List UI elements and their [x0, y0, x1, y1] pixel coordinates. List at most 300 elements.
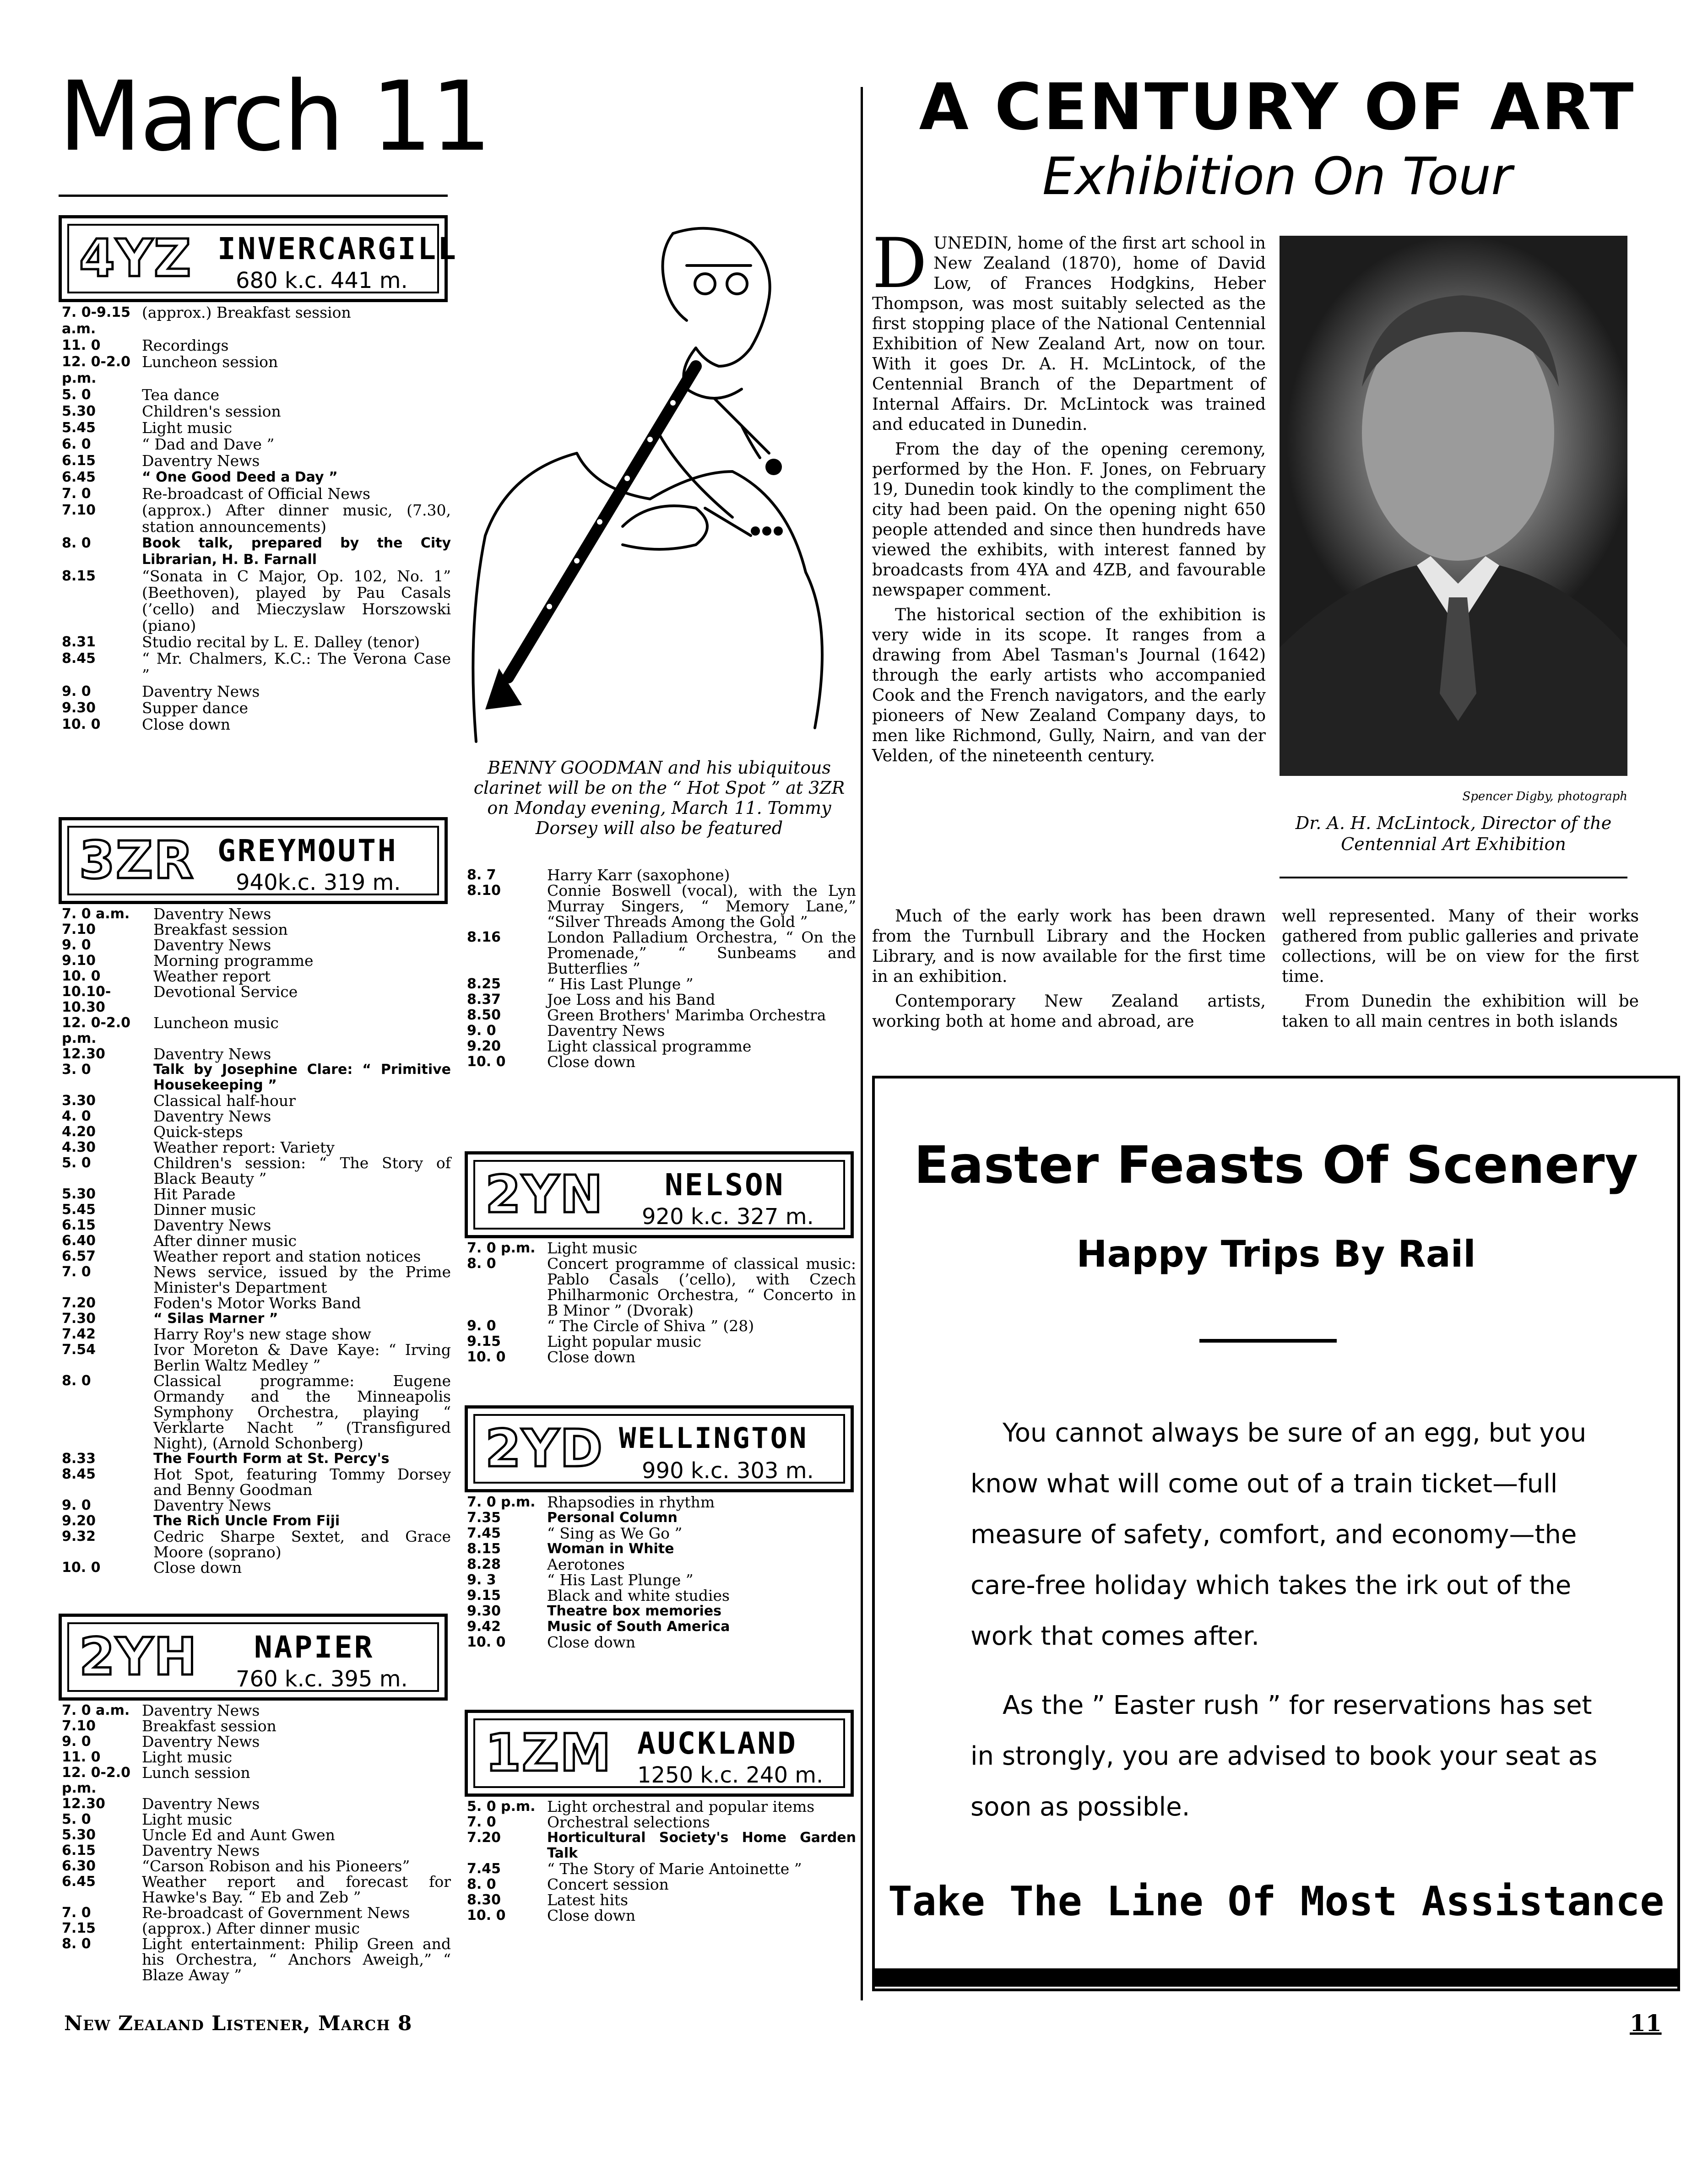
schedule-entry — [62, 1109, 451, 1124]
schedule-time: 5. 0 p.m. — [467, 1799, 536, 1815]
schedule-2yn — [467, 1241, 856, 1365]
schedule-programme: Children's session: “ The Story of Black Beauty ” — [153, 1154, 451, 1187]
schedule-entry — [62, 1529, 451, 1560]
schedule-entry — [467, 1318, 856, 1334]
schedule-programme: Harry Karr (saxophone) — [547, 866, 730, 884]
schedule-time: 7. 0 — [62, 1905, 91, 1921]
schedule-time: 12.30 — [62, 1796, 105, 1812]
schedule-time: 9. 0 — [467, 1318, 496, 1334]
schedule-entry — [62, 469, 451, 486]
benny-goodman-illustration — [458, 215, 851, 755]
schedule-programme: Daventry News — [142, 452, 260, 470]
schedule-programme: Talk by Josephine Clare: “ Primitive Housekeeping ” — [153, 1062, 451, 1093]
schedule-entry — [62, 1796, 451, 1812]
schedule-time: 7. 0 p.m. — [467, 1494, 536, 1510]
ad-title: Easter Feasts Of Scenery — [914, 1136, 1638, 1195]
page-date-heading: March 11 — [59, 60, 490, 173]
schedule-entry — [62, 1765, 451, 1796]
schedule-time: 7. 0-9.15 a.m. — [62, 304, 131, 337]
schedule-time: 4.30 — [62, 1139, 96, 1155]
station-city: WELLINGTON — [619, 1421, 808, 1455]
schedule-entry — [467, 930, 856, 976]
schedule-entry — [467, 1526, 856, 1541]
schedule-programme: Close down — [153, 1559, 242, 1577]
schedule-programme: Latest hits — [547, 1891, 629, 1909]
schedule-time: 7.42 — [62, 1326, 96, 1342]
schedule-entry — [467, 1635, 856, 1650]
schedule-programme: “Carson Robison and his Pioneers” — [142, 1857, 410, 1875]
station-callsign: 2YN — [485, 1165, 604, 1225]
schedule-entry — [467, 1799, 856, 1815]
schedule-programme: Morning programme — [153, 952, 314, 970]
schedule-entry — [62, 1264, 451, 1295]
schedule-entry — [62, 535, 451, 568]
photo-credit: Spencer Digby, photograph — [1462, 790, 1627, 803]
schedule-entry — [62, 1187, 451, 1202]
schedule-time: 3.30 — [62, 1093, 96, 1109]
schedule-programme: News service, issued by the Prime Minister's Department — [153, 1263, 451, 1296]
schedule-entry — [62, 650, 451, 683]
article-column-2 — [872, 906, 1266, 1036]
schedule-programme: Quick-steps — [153, 1123, 243, 1141]
schedule-time: 8.15 — [467, 1541, 501, 1557]
schedule-programme: Concert session — [547, 1875, 669, 1893]
schedule-time: 12. 0-2.0 p.m. — [62, 354, 131, 386]
schedule-entry — [62, 403, 451, 420]
drop-cap: D — [872, 224, 927, 303]
schedule-entry — [62, 337, 451, 354]
illustration-caption: BENNY GOODMAN and his ubiquitous clarinet will be on the “ Hot Spot ” at 3ZR on Monday evening, March 11. Tommy Dorsey will also be featured — [473, 758, 845, 838]
schedule-entry — [62, 1062, 451, 1093]
schedule-entry — [62, 486, 451, 502]
schedule-programme: Close down — [547, 1633, 636, 1651]
schedule-programme: Daventry News — [547, 1022, 665, 1040]
schedule-entry — [62, 1936, 451, 1983]
schedule-entry — [467, 1892, 856, 1908]
schedule-entry — [467, 1334, 856, 1349]
schedule-time: 9. 0 — [467, 1023, 496, 1039]
station-frequency: 940k.c. 319 m. — [236, 870, 401, 895]
schedule-entry — [467, 992, 856, 1008]
schedule-programme: (approx.) After dinner music, (7.30, station announcements) — [142, 501, 451, 536]
schedule-entry — [62, 1859, 451, 1874]
schedule-time: 6.15 — [62, 1842, 96, 1859]
schedule-programme: Orchestral selections — [547, 1813, 710, 1831]
schedule-time: 8.45 — [62, 1466, 96, 1482]
schedule-programme: “ The Story of Marie Antoinette ” — [547, 1860, 802, 1878]
schedule-entry — [62, 436, 451, 453]
schedule-time: 10. 0 — [467, 1054, 506, 1070]
schedule-programme: Supper dance — [142, 699, 248, 717]
schedule-entry — [62, 1498, 451, 1513]
mclintock-photograph — [1280, 236, 1627, 776]
schedule-time: 11. 0 — [62, 337, 101, 353]
schedule-time: 6.40 — [62, 1233, 96, 1249]
station-callsign: 2YD — [485, 1419, 603, 1479]
schedule-programme: Harry Roy's new stage show — [153, 1325, 371, 1343]
schedule-entry — [467, 867, 856, 883]
schedule-time: 5.30 — [62, 1827, 96, 1843]
schedule-programme: “ Dad and Dave ” — [142, 435, 275, 453]
schedule-entry — [62, 1046, 451, 1062]
ad-subtitle: Happy Trips By Rail — [1076, 1233, 1476, 1275]
schedule-programme: Horticultural Society's Home Garden Talk — [547, 1830, 856, 1861]
schedule-programme: Breakfast session — [142, 1717, 277, 1735]
station-city: NAPIER — [254, 1630, 374, 1665]
schedule-programme: Light music — [142, 1748, 233, 1766]
schedule-programme: Lunch session — [142, 1764, 250, 1782]
schedule-programme: Green Brothers' Marimba Orchestra — [547, 1006, 826, 1024]
schedule-entry — [62, 1905, 451, 1921]
schedule-entry — [62, 1202, 451, 1218]
schedule-programme: Music of South America — [547, 1619, 730, 1635]
schedule-time: 7.54 — [62, 1342, 96, 1358]
schedule-time: 7.30 — [62, 1311, 96, 1327]
schedule-entry — [62, 354, 451, 387]
station-box-2yd — [465, 1405, 854, 1492]
schedule-programme: Children's session — [142, 402, 281, 420]
schedule-time: 12. 0-2.0 p.m. — [62, 1015, 131, 1046]
schedule-2yd — [467, 1495, 856, 1650]
ad-divider — [1199, 1339, 1337, 1343]
schedule-programme: Uncle Ed and Aunt Gwen — [142, 1826, 335, 1844]
schedule-time: 9.10 — [62, 953, 96, 969]
schedule-entry — [62, 1560, 451, 1576]
schedule-time: 6.57 — [62, 1248, 96, 1264]
schedule-entry — [467, 1619, 856, 1635]
schedule-programme: Connie Boswell (vocal), with the Lyn Murray Singers, “ Memory Lane,” “Silver Threads Among the Gold ” — [547, 882, 856, 931]
station-frequency: 760 k.c. 395 m. — [236, 1666, 408, 1692]
station-callsign: 3ZR — [79, 831, 195, 890]
schedule-time: 9.15 — [467, 1333, 501, 1349]
schedule-programme: Hit Parade — [153, 1185, 236, 1203]
schedule-time: 8.45 — [62, 650, 96, 666]
schedule-entry — [62, 716, 451, 733]
schedule-programme: Light music — [547, 1239, 638, 1257]
schedule-entry — [467, 1023, 856, 1039]
schedule-programme: Hot Spot, featuring Tommy Dorsey and Benny Goodman — [153, 1465, 451, 1499]
schedule-programme: Light entertainment: Philip Green and his Orchestra, “ Anchors Aweigh,” “ Blaze Away ” — [142, 1935, 451, 1984]
schedule-entry — [62, 1015, 451, 1046]
schedule-programme: Daventry News — [153, 1045, 271, 1063]
schedule-time: 6. 0 — [62, 436, 91, 452]
schedule-entry — [62, 700, 451, 716]
schedule-programme: Woman in White — [547, 1541, 674, 1557]
schedule-entry — [467, 1815, 856, 1830]
schedule-programme: Weather report: Variety — [153, 1138, 335, 1156]
schedule-programme: The Fourth Form at St. Percy's — [153, 1451, 390, 1467]
ad-paragraph: You cannot always be sure of an egg, but you know what will come out of a train ticket—full measure of safety, comfort, and economy—the care-free holiday which takes the irk out of the work that comes after. — [971, 1418, 1587, 1651]
schedule-time: 8.16 — [467, 929, 501, 945]
schedule-time: 10. 0 — [62, 1560, 101, 1576]
schedule-entry — [62, 1874, 451, 1905]
schedule-time: 9. 0 — [62, 937, 91, 953]
station-city: AUCKLAND — [637, 1726, 797, 1761]
schedule-time: 8.25 — [467, 976, 501, 992]
article-paragraph: Contemporary New Zealand artists, working both at home and abroad, are — [872, 992, 1266, 1031]
schedule-time: 5.30 — [62, 1186, 96, 1202]
schedule-entry — [62, 1451, 451, 1467]
schedule-programme: Rhapsodies in rhythm — [547, 1493, 715, 1511]
article-column-1 — [872, 224, 1266, 771]
schedule-programme: Re-broadcast of Official News — [142, 485, 370, 503]
schedule-programme: Daventry News — [142, 683, 260, 700]
schedule-entry — [62, 1467, 451, 1498]
schedule-programme: “ His Last Plunge ” — [547, 975, 694, 993]
schedule-programme: After dinner music — [153, 1232, 297, 1250]
schedule-entry — [467, 1495, 856, 1510]
schedule-entry — [467, 1241, 856, 1256]
schedule-programme: Close down — [547, 1053, 636, 1071]
schedule-time: 8.50 — [467, 1007, 501, 1023]
schedule-programme: Dinner music — [153, 1201, 256, 1219]
schedule-programme: Daventry News — [142, 1733, 260, 1750]
schedule-time: 10. 0 — [62, 716, 101, 732]
station-box-3zr — [59, 817, 448, 904]
station-frequency: 680 k.c. 441 m. — [236, 268, 408, 293]
schedule-entry — [62, 420, 451, 436]
schedule-programme: Classical half-hour — [153, 1092, 296, 1110]
schedule-programme: Light orchestral and popular items — [547, 1798, 815, 1815]
schedule-programme: Black and white studies — [547, 1587, 730, 1604]
schedule-time: 9.20 — [467, 1038, 501, 1054]
schedule-programme: Daventry News — [153, 1496, 271, 1514]
schedule-entry — [467, 1054, 856, 1070]
schedule-programme: Ivor Moreton & Dave Kaye: “ Irving Berlin Waltz Medley ” — [153, 1341, 451, 1374]
schedule-entry — [467, 976, 856, 992]
schedule-entry — [467, 1557, 856, 1572]
schedule-entry — [62, 1734, 451, 1750]
schedule-entry — [62, 453, 451, 469]
schedule-time: 8.10 — [467, 883, 501, 899]
schedule-time: 7.10 — [62, 1718, 96, 1734]
schedule-time: 7. 0 — [62, 486, 91, 502]
schedule-entry — [62, 1750, 451, 1765]
schedule-entry — [467, 883, 856, 930]
schedule-entry — [467, 1039, 856, 1054]
schedule-time: 7.45 — [467, 1861, 501, 1877]
schedule-entry — [62, 683, 451, 700]
schedule-time: 6.15 — [62, 453, 96, 469]
schedule-entry — [62, 906, 451, 922]
schedule-time: 6.15 — [62, 1217, 96, 1233]
schedule-programme: Classical programme: Eugene Ormandy and the Minneapolis Symphony Orchestra, playing “ Verklarte Nacht ” (Transfigured Night), (Arnold Schonberg) — [153, 1372, 451, 1452]
schedule-entry — [62, 1373, 451, 1451]
schedule-time: 6.45 — [62, 469, 96, 485]
schedule-programme: Light music — [142, 419, 233, 437]
schedule-entry — [62, 937, 451, 953]
schedule-entry — [62, 1843, 451, 1859]
schedule-time: 8.28 — [467, 1556, 501, 1572]
schedule-entry — [62, 1218, 451, 1233]
station-city: INVERCARGILL — [217, 231, 458, 266]
schedule-time: 7. 0 — [467, 1814, 496, 1830]
schedule-time: 9.30 — [467, 1603, 501, 1619]
schedule-time: 5. 0 — [62, 1811, 91, 1827]
schedule-time: 8.31 — [62, 634, 96, 650]
schedule-programme: Close down — [142, 715, 231, 733]
schedule-entry — [62, 304, 451, 337]
schedule-entry — [467, 1877, 856, 1892]
schedule-time: 7. 0 — [62, 1264, 91, 1280]
schedule-entry — [467, 1572, 856, 1588]
schedule-4yz — [62, 304, 451, 733]
ad-bottom-bar — [872, 1968, 1680, 1987]
schedule-entry — [467, 1008, 856, 1023]
schedule-entry — [467, 1908, 856, 1924]
schedule-programme: “ Silas Marner ” — [153, 1311, 278, 1327]
schedule-entry — [62, 1295, 451, 1311]
schedule-time: 5. 0 — [62, 387, 91, 403]
heading-rule — [59, 195, 448, 197]
schedule-programme: Weather report — [153, 967, 271, 985]
schedule-entry — [62, 1513, 451, 1529]
article-headline: A CENTURY OF ART — [919, 70, 1636, 145]
schedule-programme: London Palladium Orchestra, “ On the Promenade,” “ Sunbeams and Butterflies ” — [547, 928, 856, 977]
schedule-programme: (approx.) Breakfast session — [142, 303, 351, 321]
schedule-entry — [467, 1541, 856, 1557]
schedule-programme: Luncheon music — [153, 1014, 279, 1032]
schedule-time: 7.10 — [62, 502, 96, 518]
schedule-programme: Foden's Motor Works Band — [153, 1294, 361, 1312]
schedule-entry — [62, 568, 451, 634]
schedule-programme: Weather report and station notices — [153, 1247, 421, 1265]
schedule-time: 8.15 — [62, 568, 96, 584]
schedule-entry — [62, 1124, 451, 1140]
schedule-programme: Daventry News — [142, 1795, 260, 1813]
schedule-programme: Close down — [547, 1907, 636, 1924]
schedule-time: 8. 0 — [467, 1256, 496, 1272]
schedule-entry — [62, 1327, 451, 1342]
schedule-time: 10. 0 — [467, 1349, 506, 1365]
schedule-3zr-continued — [467, 867, 856, 1070]
schedule-entry — [62, 387, 451, 403]
schedule-time: 4. 0 — [62, 1108, 91, 1124]
schedule-entry — [62, 634, 451, 650]
schedule-entry — [62, 953, 451, 969]
article-subheadline: Exhibition On Tour — [1042, 147, 1513, 206]
station-box-1zm — [465, 1710, 854, 1797]
schedule-programme: Breakfast session — [153, 921, 288, 938]
schedule-programme: “Sonata in C Major, Op. 102, No. 1” (Beethoven), played by Pau Casals (’cello) and Mieczyslaw Horszowski (piano) — [142, 567, 451, 634]
schedule-time: 10. 0 — [467, 1634, 506, 1650]
schedule-programme: Light popular music — [547, 1333, 701, 1350]
schedule-time: 12.30 — [62, 1046, 105, 1062]
schedule-programme: “ One Good Deed a Day ” — [142, 469, 338, 485]
schedule-entry — [467, 1588, 856, 1604]
article-paragraph: Much of the early work has been drawn from the Turnbull Library and the Hocken Library, and is now available for the first time in an exhibition. — [872, 907, 1266, 986]
station-box-4yz — [59, 215, 458, 302]
schedule-entry — [467, 1861, 856, 1877]
schedule-time: 9. 0 — [62, 1734, 91, 1750]
station-city: NELSON — [665, 1167, 785, 1203]
schedule-programme: Book talk, prepared by the City Librarian, H. B. Farnall — [142, 535, 451, 568]
schedule-time: 7.15 — [62, 1920, 96, 1936]
schedule-time: 9.15 — [467, 1588, 501, 1604]
schedule-3zr — [62, 906, 451, 1576]
station-callsign: 4YZ — [79, 229, 192, 288]
schedule-programme: Daventry News — [142, 1701, 260, 1719]
schedule-entry — [62, 1093, 451, 1109]
schedule-programme: Daventry News — [153, 1216, 271, 1234]
schedule-programme: Devotional Service — [153, 983, 298, 1001]
schedule-programme: “ Mr. Chalmers, K.C.: The Verona Case ” — [142, 650, 451, 684]
schedule-time: 9.30 — [62, 700, 96, 716]
station-callsign: 1ZM — [485, 1723, 612, 1783]
schedule-time: 8.33 — [62, 1451, 96, 1467]
article-paragraph: The historical section of the exhibition is very wide in its scope. It ranges from a drawing from Abel Tasman's Journal (1642) through the early artists who accompanied Cook and the French navigators, and the early pioneers of New Zealand Company days, to men like Richmond, Gully, Nairn, and van der Velden, of the nineteenth century. — [872, 606, 1266, 765]
schedule-time: 6.30 — [62, 1858, 96, 1874]
station-box-2yh — [59, 1614, 448, 1701]
schedule-programme: Joe Loss and his Band — [547, 991, 716, 1008]
schedule-time: 4.20 — [62, 1124, 96, 1140]
schedule-time: 8.37 — [467, 992, 501, 1008]
photo-caption: Dr. A. H. McLintock, Director of the Centennial Art Exhibition — [1295, 813, 1612, 854]
schedule-programme: The Rich Uncle From Fiji — [153, 1513, 340, 1529]
schedule-time: 5.30 — [62, 403, 96, 419]
schedule-programme: Light music — [142, 1810, 233, 1828]
schedule-programme: Personal Column — [547, 1510, 678, 1526]
schedule-time: 7. 0 p.m. — [467, 1240, 536, 1256]
schedule-programme: Daventry News — [153, 1107, 271, 1125]
schedule-programme: Luncheon session — [142, 353, 278, 371]
schedule-entry — [467, 1830, 856, 1861]
schedule-programme: Theatre box memories — [547, 1603, 721, 1619]
schedule-time: 9. 0 — [62, 1497, 91, 1513]
schedule-entry — [467, 1510, 856, 1526]
station-frequency: 990 k.c. 303 m. — [642, 1458, 814, 1484]
schedule-entry — [62, 1155, 451, 1187]
schedule-time: 7. 0 a.m. — [62, 1702, 130, 1718]
schedule-time: 10. 0 — [467, 1907, 506, 1924]
schedule-programme: Daventry News — [153, 936, 271, 954]
schedule-entry — [62, 984, 451, 1015]
schedule-entry — [467, 1349, 856, 1365]
article-paragraph: From Dunedin the exhibition will be taken to all main centres in both islands — [1282, 992, 1639, 1031]
schedule-entry — [62, 1140, 451, 1155]
schedule-time: 8.30 — [467, 1892, 501, 1908]
schedule-entry — [62, 1233, 451, 1249]
schedule-time: 8. 0 — [62, 1373, 91, 1389]
schedule-programme: Aerotones — [547, 1555, 625, 1573]
schedule-entry — [62, 922, 451, 937]
schedule-2yh — [62, 1703, 451, 1983]
schedule-time: 5.45 — [62, 420, 96, 436]
station-city: GREYMOUTH — [217, 833, 398, 868]
schedule-time: 5.45 — [62, 1202, 96, 1218]
ad-paragraph: As the ” Easter rush ” for reservations has set in strongly, you are advised to book your seat as soon as possible. — [971, 1691, 1598, 1822]
column-divider — [861, 87, 863, 2000]
schedule-entry — [467, 1604, 856, 1619]
schedule-time: 9. 0 — [62, 683, 91, 699]
station-callsign: 2YH — [79, 1627, 198, 1687]
station-box-2yn — [465, 1151, 854, 1238]
schedule-time: 7.45 — [467, 1525, 501, 1541]
schedule-time: 7. 0 a.m. — [62, 906, 130, 922]
schedule-entry — [62, 1812, 451, 1827]
ad-tagline: Take The Line Of Most Assistance — [888, 1878, 1665, 1925]
page-number: 11 — [1630, 2010, 1662, 2037]
schedule-time: 7.20 — [467, 1830, 501, 1846]
article-paragraph: UNEDIN, home of the first art school in New Zealand (1870), home of David Low, of Frances Hodgkins, Heber Thompson, was most suitably selected as the first stopping place of the National Centennial Exhibition of New Zealand Art, now on tour. With it goes Dr. A. H. McLintock, of the Centennial Branch of the Department of Internal Affairs. Dr. McLintock was trained and educated in Dunedin. — [872, 234, 1266, 434]
schedule-programme: “ Sing as We Go ” — [547, 1524, 683, 1542]
schedule-programme: Studio recital by L. E. Dalley (tenor) — [142, 633, 420, 651]
schedule-time: 7.20 — [62, 1295, 96, 1311]
schedule-entry — [62, 969, 451, 984]
schedule-programme: Cedric Sharpe Sextet, and Grace Moore (soprano) — [153, 1528, 451, 1561]
schedule-time: 3. 0 — [62, 1062, 91, 1078]
schedule-programme: Light classical programme — [547, 1037, 752, 1055]
